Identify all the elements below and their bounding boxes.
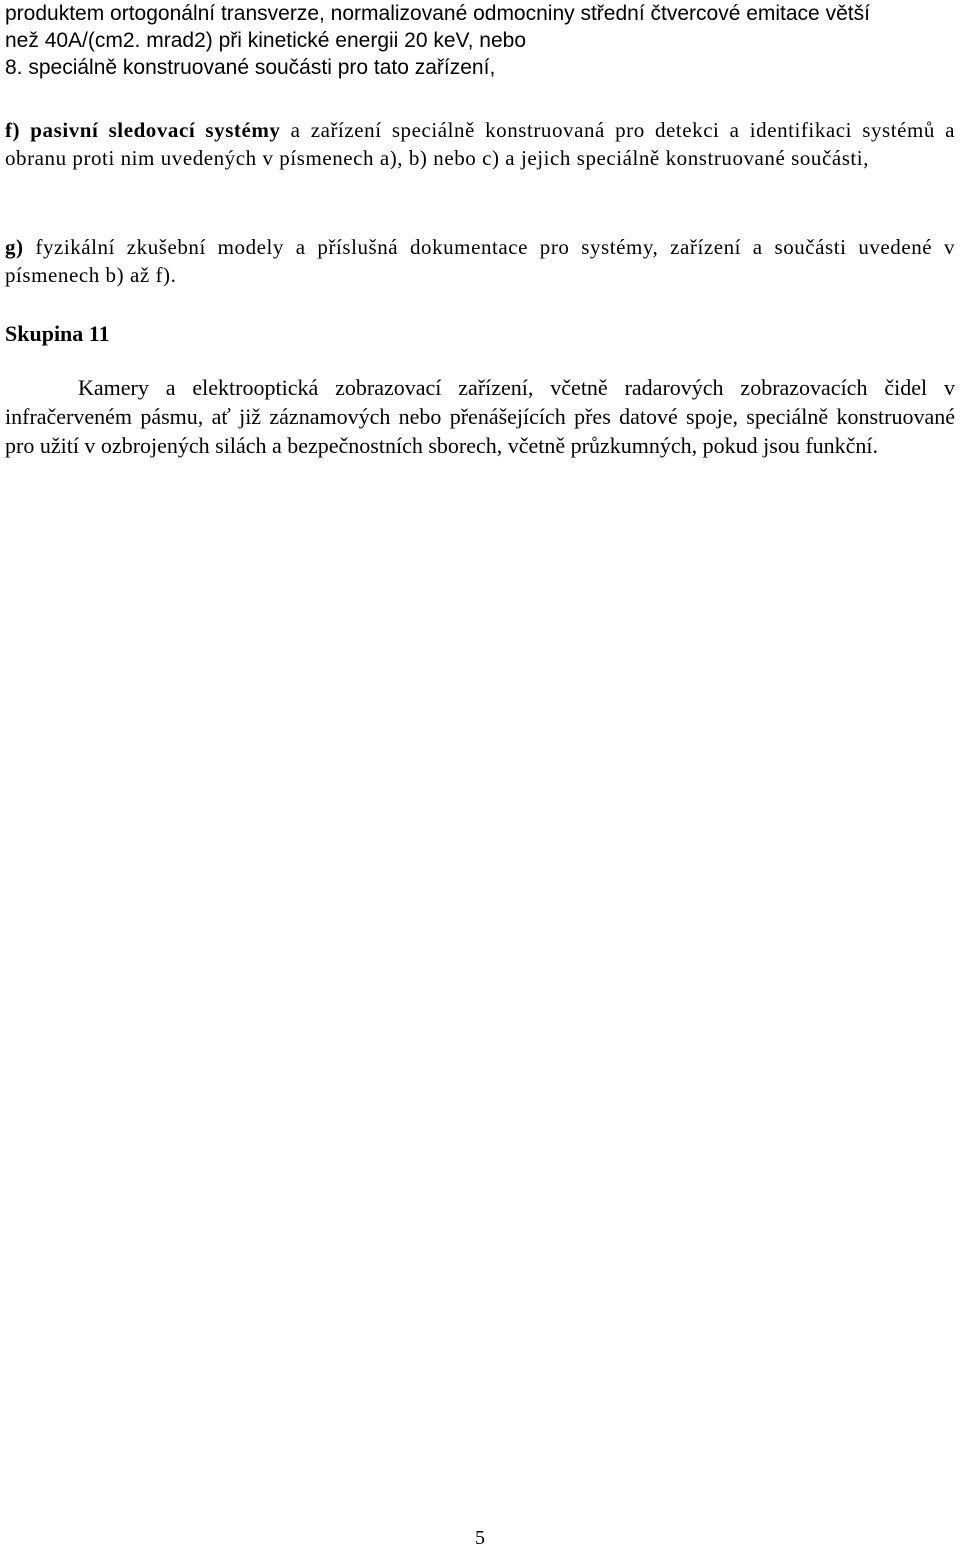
section-paragraph: Kamery a elektrooptická zobrazovací zařízení, včetně radarových zobrazovacích čidel v infračerveném pásmu, ať již záznamových nebo přenášejících přes datové spoje, speciálně konstruované pro užití v ozbrojených silách a bezpečnostních sborech, včetně průzkumných, pokud jsou funkční. <box>5 375 955 458</box>
item-f-paragraph <box>5 116 955 172</box>
item-g-paragraph <box>5 233 955 289</box>
intro-line-3: 8. speciálně konstruované součásti pro tato zařízení, <box>5 56 496 79</box>
item-g-label: g) <box>5 235 24 259</box>
page-number: 5 <box>475 1527 485 1549</box>
intro-paragraph <box>5 0 955 81</box>
intro-line-1: produktem ortogonální transverze, normalizované odmocniny střední čtvercové emitace větší <box>5 2 870 25</box>
section-heading: Skupina 11 <box>5 321 110 346</box>
item-f-text: a zařízení speciálně konstruovaná pro detekci a identifikaci systémů a obranu proti nim uvedených v písmenech a), b) nebo c) a jejich speciálně konstruované součásti, <box>5 118 956 170</box>
item-f-label: f) pasivní sledovací systémy <box>5 118 281 142</box>
item-g-text: fyzikální zkušební modely a příslušná dokumentace pro systémy, zařízení a součásti uvedené v písmenech b) až f). <box>5 235 955 287</box>
intro-line-2: než 40A/(cm2. mrad2) při kinetické energii 20 keV, nebo <box>5 29 527 52</box>
